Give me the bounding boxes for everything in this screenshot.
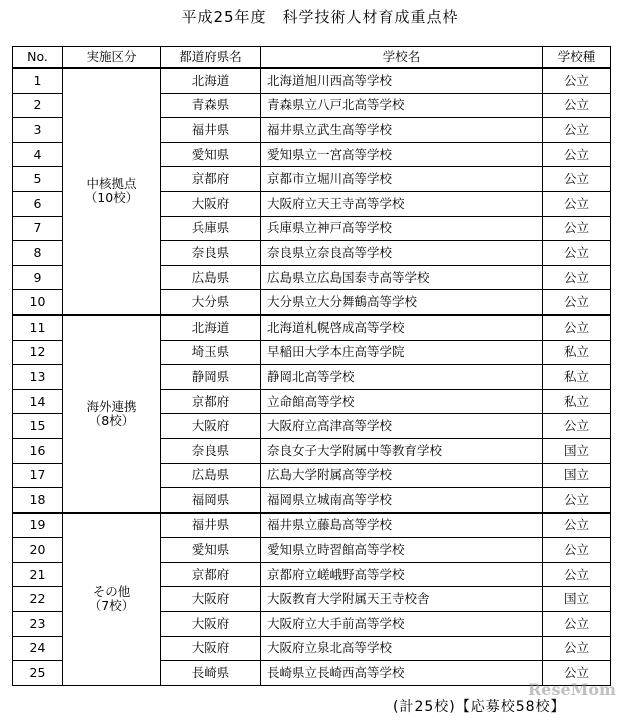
school-name-cell: 京都市立堀川高等学校 [261,167,543,192]
school-name-cell: 北海道旭川西高等学校 [261,68,543,93]
school-name-cell: 北海道札幌啓成高等学校 [261,315,543,340]
row-number: 13 [13,365,63,390]
table-header-row [13,47,611,69]
prefecture-cell: 大分県 [161,290,261,315]
school-name-cell: 奈良県立奈良高等学校 [261,241,543,266]
school-name-cell: 大阪府立高津高等学校 [261,414,543,439]
row-number: 21 [13,562,63,587]
school-type-cell: 私立 [543,389,611,414]
table-row [13,315,611,340]
school-name-cell: 大阪教育大学附属天王寺校舎 [261,587,543,612]
school-type-cell: 公立 [543,191,611,216]
school-name-cell: 静岡北高等学校 [261,365,543,390]
row-number: 12 [13,340,63,365]
table-row [13,68,611,93]
prefecture-cell: 京都府 [161,562,261,587]
school-name-cell: 大阪府立天王寺高等学校 [261,191,543,216]
school-type-cell: 国立 [543,587,611,612]
school-type-cell: 公立 [543,93,611,118]
row-number: 18 [13,488,63,513]
prefecture-cell: 大阪府 [161,191,261,216]
row-number: 7 [13,216,63,241]
row-number: 4 [13,142,63,167]
school-type-cell: 公立 [543,167,611,192]
school-name-cell: 広島県立広島国泰寺高等学校 [261,265,543,290]
table-row [13,513,611,538]
table-body [13,68,611,685]
row-number: 5 [13,167,63,192]
header-type: 学校種 [543,47,611,69]
school-type-cell: 私立 [543,365,611,390]
school-type-cell: 公立 [543,142,611,167]
prefecture-cell: 静岡県 [161,365,261,390]
school-name-cell: 大阪府立大手前高等学校 [261,612,543,637]
row-number: 19 [13,513,63,538]
prefecture-cell: 福井県 [161,513,261,538]
row-number: 15 [13,414,63,439]
page-title: 平成25年度 科学技術人材育成重点枠 [181,8,459,26]
row-number: 9 [13,265,63,290]
header-category: 実施区分 [63,47,161,69]
prefecture-cell: 青森県 [161,93,261,118]
row-number: 17 [13,463,63,488]
school-type-cell: 私立 [543,340,611,365]
prefecture-cell: 福井県 [161,118,261,143]
row-number: 1 [13,68,63,93]
school-type-cell: 公立 [543,513,611,538]
school-type-cell: 公立 [543,118,611,143]
category-name: 海外連携 [86,398,137,414]
school-type-cell: 国立 [543,463,611,488]
row-number: 14 [13,389,63,414]
school-type-cell: 公立 [543,488,611,513]
row-number: 25 [13,661,63,686]
prefecture-cell: 大阪府 [161,414,261,439]
category-cell [63,68,161,315]
prefecture-cell: 愛知県 [161,538,261,563]
school-type-cell: 公立 [543,241,611,266]
category-count: （8校） [88,412,135,428]
row-number: 11 [13,315,63,340]
school-name-cell: 青森県立八戸北高等学校 [261,93,543,118]
prefecture-cell: 埼玉県 [161,340,261,365]
row-number: 6 [13,191,63,216]
prefecture-cell: 兵庫県 [161,216,261,241]
school-type-cell: 公立 [543,636,611,661]
school-type-cell: 公立 [543,68,611,93]
prefecture-cell: 愛知県 [161,142,261,167]
school-name-cell: 愛知県立一宮高等学校 [261,142,543,167]
row-number: 2 [13,93,63,118]
row-number: 24 [13,636,63,661]
row-number: 10 [13,290,63,315]
prefecture-cell: 京都府 [161,167,261,192]
school-type-cell: 公立 [543,290,611,315]
school-name-cell: 愛知県立時習館高等学校 [261,538,543,563]
school-name-cell: 福井県立藤島高等学校 [261,513,543,538]
school-name-cell: 京都府立嵯峨野高等学校 [261,562,543,587]
prefecture-cell: 福岡県 [161,488,261,513]
school-name-cell: 大阪府立泉北高等学校 [261,636,543,661]
school-name-cell: 早稲田大学本庄高等学院 [261,340,543,365]
category-cell [63,513,161,686]
school-type-cell: 公立 [543,612,611,637]
prefecture-cell: 広島県 [161,463,261,488]
school-name-cell: 福井県立武生高等学校 [261,118,543,143]
school-name-cell: 長崎県立長崎西高等学校 [261,661,543,686]
footer-note: (計25校)【応募校58校】 [393,699,566,715]
school-type-cell: 公立 [543,414,611,439]
school-name-cell: 奈良女子大学附属中等教育学校 [261,438,543,463]
category-name: その他 [92,584,131,600]
prefecture-cell: 北海道 [161,68,261,93]
school-name-cell: 福岡県立城南高等学校 [261,488,543,513]
category-count: （10校） [84,190,139,206]
watermark-logo: ReseMom [528,680,616,699]
prefecture-cell: 長崎県 [161,661,261,686]
school-type-cell: 国立 [543,438,611,463]
header-no: No. [13,47,63,69]
school-type-cell: 公立 [543,562,611,587]
row-number: 23 [13,612,63,637]
school-type-cell: 公立 [543,216,611,241]
school-type-cell: 公立 [543,315,611,340]
row-number: 20 [13,538,63,563]
prefecture-cell: 奈良県 [161,241,261,266]
prefecture-cell: 大阪府 [161,636,261,661]
school-name-cell: 広島大学附属高等学校 [261,463,543,488]
prefecture-cell: 奈良県 [161,438,261,463]
row-number: 16 [13,438,63,463]
row-number: 8 [13,241,63,266]
category-cell [63,315,161,513]
category-count: （7校） [88,598,135,614]
prefecture-cell: 大阪府 [161,612,261,637]
header-school: 学校名 [261,47,543,69]
prefecture-cell: 広島県 [161,265,261,290]
prefecture-cell: 北海道 [161,315,261,340]
school-type-cell: 公立 [543,265,611,290]
school-type-cell: 公立 [543,661,611,686]
row-number: 3 [13,118,63,143]
prefecture-cell: 大阪府 [161,587,261,612]
category-name: 中核拠点 [86,176,137,192]
school-name-cell: 兵庫県立神戸高等学校 [261,216,543,241]
school-table [12,46,611,686]
row-number: 22 [13,587,63,612]
school-name-cell: 立命館高等学校 [261,389,543,414]
header-prefecture: 都道府県名 [161,47,261,69]
school-type-cell: 公立 [543,538,611,563]
prefecture-cell: 京都府 [161,389,261,414]
school-name-cell: 大分県立大分舞鶴高等学校 [261,290,543,315]
